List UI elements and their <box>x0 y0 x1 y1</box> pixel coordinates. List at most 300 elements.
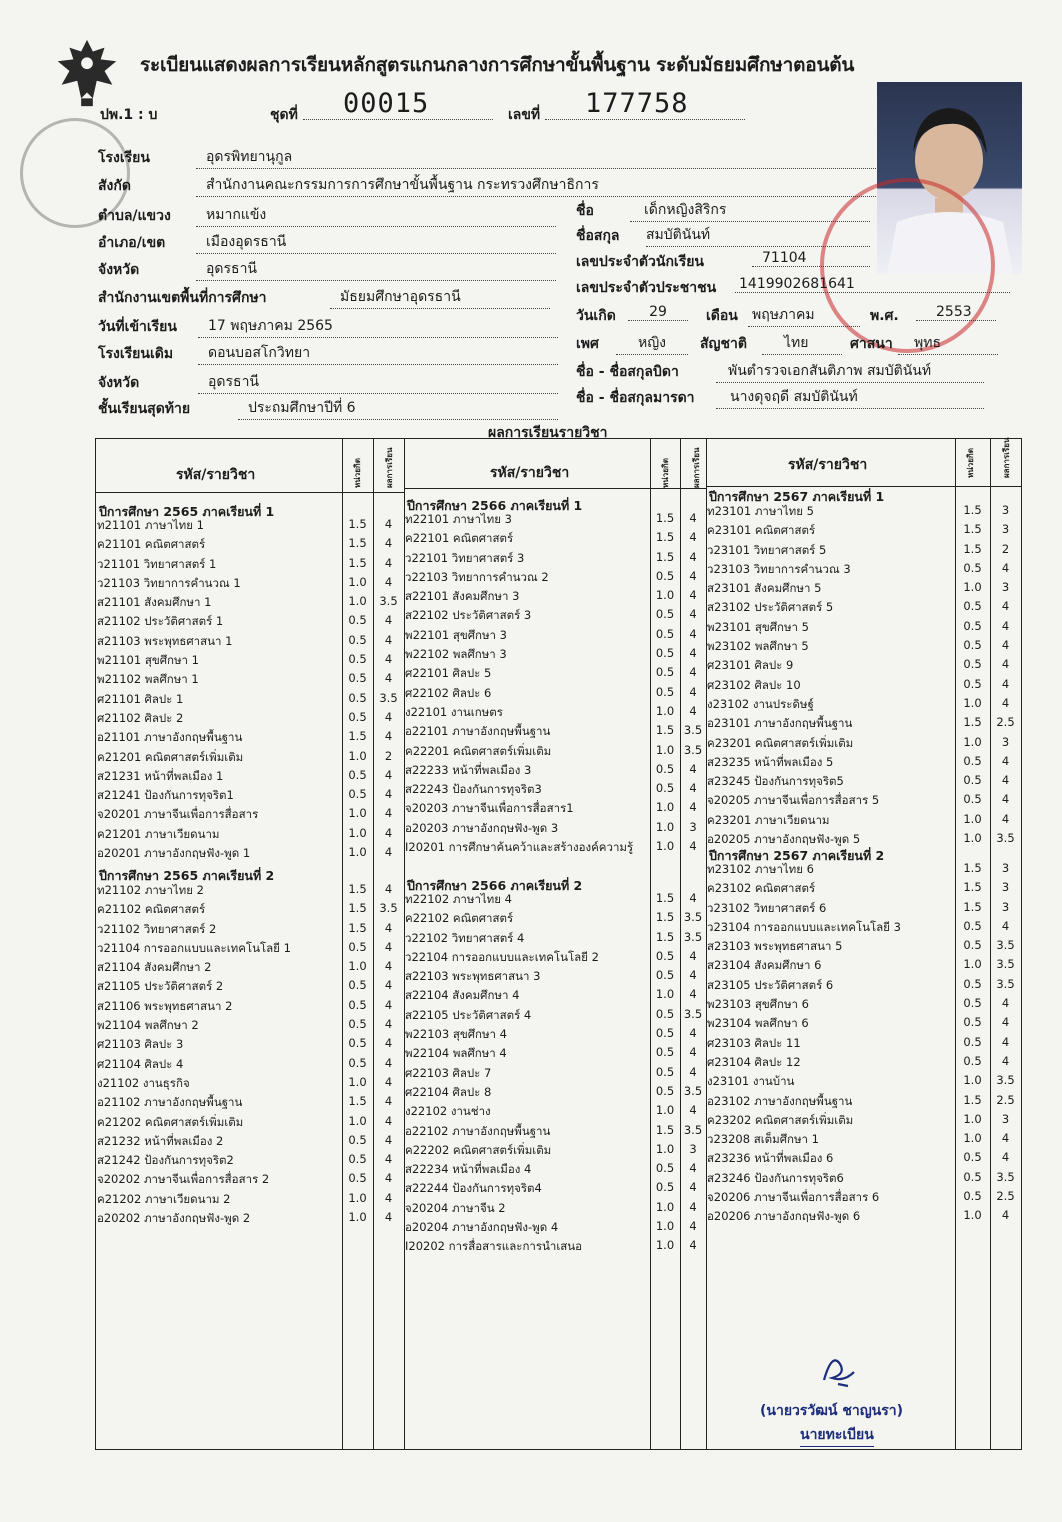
grade-cell: 3.5 <box>996 1170 1015 1184</box>
semester-header: ปีการศึกษา 2565 ภาคเรียนที่ 1 <box>99 504 275 519</box>
grade-cell: 4 <box>384 768 393 782</box>
credit-cell: 1.0 <box>655 820 675 834</box>
table-row <box>405 1045 706 1064</box>
credit-cell: 1.5 <box>655 891 675 905</box>
table-row <box>97 787 404 806</box>
table-row <box>707 1150 1021 1169</box>
table-row <box>97 1133 404 1152</box>
subject-cell: จ20204 ภาษาจีน 2 <box>405 1201 506 1215</box>
table-row <box>97 691 404 710</box>
subject-cell: ว23102 วิทยาศาสตร์ 6 <box>707 901 827 915</box>
subject-cell: ง23101 งานบ้าน <box>707 1074 795 1088</box>
table-row <box>97 710 404 729</box>
table-row <box>97 1036 404 1055</box>
grade-cell: 4 <box>1001 561 1010 575</box>
subject-cell: ค21102 คณิตศาสตร์ <box>97 902 206 916</box>
credit-cell: 1.0 <box>348 845 367 859</box>
credit-column-header: หน่วยกิต <box>353 458 362 488</box>
grade-cell: 4 <box>384 633 393 647</box>
grade-cell: 4 <box>689 891 697 905</box>
grade-cell: 3 <box>689 820 697 834</box>
subject-cell: ศ21103 ศิลปะ 3 <box>97 1037 184 1051</box>
table-row <box>405 1026 706 1045</box>
subject-cell: อ23101 ภาษาอังกฤษพื้นฐาน <box>707 716 853 730</box>
subject-cell: ศ21102 ศิลปะ 2 <box>97 711 184 725</box>
grade-cell: 4 <box>384 978 393 992</box>
grade-cell: 4 <box>1001 638 1010 652</box>
credit-cell: 0.5 <box>963 638 982 652</box>
subject-cell: พ23103 สุขศึกษา 6 <box>707 997 809 1011</box>
credit-cell: 1.5 <box>348 882 367 896</box>
birth-year: 2553 <box>916 304 996 321</box>
credit-cell: 1.5 <box>348 729 367 743</box>
credit-cell: 1.5 <box>655 723 675 737</box>
credit-cell: 1.0 <box>655 588 675 602</box>
table-row <box>405 891 706 910</box>
grade-cell: 3 <box>1001 503 1010 517</box>
grade-cell: 3 <box>689 1142 697 1156</box>
credit-cell: 0.5 <box>963 773 982 787</box>
subject-cell: ค21202 ภาษาเวียดนาม 2 <box>97 1192 231 1206</box>
citizen-id: 1419902681641 <box>735 276 1010 293</box>
subject-cell: ว21101 วิทยาศาสตร์ 1 <box>97 557 217 571</box>
school-field-label: โรงเรียนเดิม <box>98 346 174 362</box>
grade-cell: 4 <box>1001 1015 1010 1029</box>
table-row <box>97 517 404 536</box>
credit-cell: 1.5 <box>348 536 367 550</box>
credit-cell: 1.5 <box>348 1094 367 1108</box>
table-row <box>707 1170 1021 1189</box>
subject-cell: ส21241 ป้องกันการทุจริต1 <box>97 788 234 802</box>
table-row <box>97 959 404 978</box>
table-row <box>97 1056 404 1075</box>
credit-cell: 1.0 <box>655 1103 675 1117</box>
subject-cell: ศ23104 ศิลปะ 12 <box>707 1055 801 1069</box>
credit-cell: 1.5 <box>348 556 367 570</box>
table-row <box>97 749 404 768</box>
set-label: ชุดที่ <box>270 107 298 123</box>
table-row <box>707 657 1021 676</box>
subject-cell: ค23202 คณิตศาสตร์เพิ่มเติม <box>707 1113 854 1127</box>
grade-cell: 3.5 <box>683 930 703 944</box>
table-row <box>405 685 706 704</box>
credit-cell: 1.0 <box>963 1131 982 1145</box>
grade-cell: 4 <box>689 1219 697 1233</box>
credit-cell: 0.5 <box>655 1180 675 1194</box>
table-row <box>405 987 706 1006</box>
table-row <box>707 696 1021 715</box>
credit-cell: 1.0 <box>655 743 675 757</box>
subject-cell: ศ22101 ศิลปะ 5 <box>405 666 492 680</box>
subject-cell: อ20204 ภาษาอังกฤษฟัง-พูด 4 <box>405 1220 559 1234</box>
table-row <box>405 1142 706 1161</box>
school-field-value: ประถมศึกษาปีที่ 6 <box>238 397 558 420</box>
credit-cell: 0.5 <box>655 646 675 660</box>
subject-cell: I20201 การศึกษาค้นคว้าและสร้างองค์ความรู้ <box>405 840 634 854</box>
table-row <box>97 806 404 825</box>
table-row <box>405 930 706 949</box>
citizen-id-label: เลขประจำตัวประชาชน <box>576 280 717 296</box>
table-row <box>97 901 404 920</box>
grade-cell: 4 <box>384 1133 393 1147</box>
credit-cell: 0.5 <box>963 919 982 933</box>
subject-cell: ส23236 หน้าที่พลเมือง 6 <box>707 1151 834 1165</box>
table-row <box>405 968 706 987</box>
school-field-value: อุดรพิทยานุกูล <box>196 146 876 169</box>
grade-cell: 4 <box>1001 677 1010 691</box>
subject-cell: ว23103 วิทยาการคำนวณ 3 <box>707 562 851 576</box>
table-row <box>97 921 404 940</box>
grade-cell: 4 <box>384 729 393 743</box>
grade-cell: 4 <box>1001 1150 1010 1164</box>
subject-cell: ส21232 หน้าที่พลเมือง 2 <box>97 1134 224 1148</box>
table-row <box>707 880 1021 899</box>
table-row <box>707 638 1021 657</box>
subject-cell: อ20203 ภาษาอังกฤษฟัง-พูด 3 <box>405 821 559 835</box>
subject-cell: ส22105 ประวัติศาสตร์ 4 <box>405 1008 532 1022</box>
table-row <box>405 1103 706 1122</box>
subject-cell: จ20201 ภาษาจีนเพื่อการสื่อสาร <box>97 807 259 821</box>
grades-title: ผลการเรียนรายวิชา <box>488 425 608 441</box>
subject-cell: ส23104 สังคมศึกษา 6 <box>707 958 822 972</box>
credit-cell: 0.5 <box>348 998 367 1012</box>
table-row <box>707 715 1021 734</box>
grade-cell: 4 <box>689 1026 697 1040</box>
table-row <box>707 1054 1021 1073</box>
nationality-label: สัญชาติ <box>700 336 747 352</box>
grade-cell: 4 <box>384 998 393 1012</box>
grade-cell: 2 <box>1001 542 1010 556</box>
number-label: เลขที่ <box>508 107 541 123</box>
grade-cell: 4 <box>384 1114 393 1128</box>
credit-cell: 1.5 <box>348 901 367 915</box>
table-row <box>97 536 404 555</box>
subject-cell: พ22101 สุขศึกษา 3 <box>405 628 507 642</box>
grade-column-header: ผลการเรียน <box>692 447 701 488</box>
grade-cell: 4 <box>384 1191 393 1205</box>
credit-cell: 0.5 <box>963 657 982 671</box>
subject-cell: พ21101 สุขศึกษา 1 <box>97 653 199 667</box>
school-field-value: หมากแข้ง <box>196 204 556 227</box>
grade-cell: 3.5 <box>996 1073 1015 1087</box>
table-row <box>405 646 706 665</box>
credit-cell: 1.5 <box>655 550 675 564</box>
credit-cell: 0.5 <box>348 787 367 801</box>
grade-cell: 3.5 <box>379 594 398 608</box>
grade-cell: 4 <box>1001 996 1010 1010</box>
grade-cell: 3.5 <box>683 1123 703 1137</box>
subject-cell: ส23101 สังคมศึกษา 5 <box>707 581 822 595</box>
subject-cell: I20202 การสื่อสารและการนำเสนอ <box>405 1239 583 1253</box>
subject-cell: ว23104 การออกแบบและเทคโนโลยี 3 <box>707 920 901 934</box>
subject-cell: ท22101 ภาษาไทย 3 <box>405 512 512 526</box>
grade-cell: 4 <box>689 1200 697 1214</box>
grade-cell: 4 <box>384 517 393 531</box>
subject-cell: ส22233 หน้าที่พลเมือง 3 <box>405 763 532 777</box>
subject-cell: ศ23101 ศิลปะ 9 <box>707 658 794 672</box>
table-row <box>97 575 404 594</box>
grade-cell: 4 <box>384 826 393 840</box>
credit-cell: 1.0 <box>655 987 675 1001</box>
birth-day: 29 <box>628 304 688 321</box>
credit-cell: 0.5 <box>655 569 675 583</box>
table-row <box>97 652 404 671</box>
credit-cell: 0.5 <box>348 978 367 992</box>
subject-cell: ส22104 สังคมศึกษา 4 <box>405 988 520 1002</box>
subject-cell: จ20202 ภาษาจีนเพื่อการสื่อสาร 2 <box>97 1172 270 1186</box>
credit-cell: 1.5 <box>655 910 675 924</box>
grade-cell: 4 <box>689 550 697 564</box>
subject-cell: ค23101 คณิตศาสตร์ <box>707 523 816 537</box>
subject-cell: ส22244 ป้องกันการทุจริต4 <box>405 1181 542 1195</box>
subject-cell: ค21201 ภาษาเวียดนาม <box>97 827 220 841</box>
credit-cell: 1.5 <box>963 715 982 729</box>
subject-cell: ว21102 วิทยาศาสตร์ 2 <box>97 922 217 936</box>
document-title: ระเบียนแสดงผลการเรียนหลักสูตรแกนกลางการศึกษาขั้นพื้นฐาน ระดับมัธยมศึกษาตอนต้น <box>140 54 855 76</box>
table-row <box>97 1114 404 1133</box>
school-field-label: ตำบล/แขวง <box>98 208 171 224</box>
subject-column-header: รหัส/รายวิชา <box>490 465 570 481</box>
table-row <box>405 781 706 800</box>
table-row <box>707 861 1021 880</box>
grade-cell: 4 <box>689 762 697 776</box>
student-surname-label: ชื่อสกุล <box>576 228 620 244</box>
grade-cell: 4 <box>1001 754 1010 768</box>
grade-cell: 4 <box>689 569 697 583</box>
table-row <box>97 1152 404 1171</box>
grade-cell: 3 <box>1001 861 1010 875</box>
subject-cell: ค23201 คณิตศาสตร์เพิ่มเติม <box>707 736 854 750</box>
table-header-divider <box>95 492 404 493</box>
subject-cell: ว21103 วิทยาการคำนวณ 1 <box>97 576 241 590</box>
school-field-label: สังกัด <box>98 178 131 194</box>
garuda-emblem-icon <box>48 34 126 112</box>
birth-month: พฤษภาคม <box>748 304 860 327</box>
subject-cell: จ20206 ภาษาจีนเพื่อการสื่อสาร 6 <box>707 1190 880 1204</box>
table-row <box>707 735 1021 754</box>
table-row <box>405 1065 706 1084</box>
subject-cell: อ20205 ภาษาอังกฤษฟัง-พูด 5 <box>707 832 861 846</box>
grade-cell: 4 <box>384 575 393 589</box>
subject-cell: อ20206 ภาษาอังกฤษฟัง-พูด 6 <box>707 1209 861 1223</box>
credit-cell: 1.0 <box>963 1073 982 1087</box>
grade-cell: 4 <box>1001 619 1010 633</box>
credit-cell: 0.5 <box>655 1065 675 1079</box>
table-row <box>707 792 1021 811</box>
table-row <box>707 1073 1021 1092</box>
grade-cell: 3.5 <box>683 743 703 757</box>
credit-cell: 1.0 <box>348 594 367 608</box>
credit-cell: 0.5 <box>655 949 675 963</box>
subject-cell: ว21104 การออกแบบและเทคโนโลยี 1 <box>97 941 291 955</box>
grade-cell: 4 <box>1001 812 1010 826</box>
set-number: 00015 <box>303 88 493 120</box>
table-row <box>405 743 706 762</box>
credit-cell: 0.5 <box>655 627 675 641</box>
table-row <box>707 503 1021 522</box>
student-id: 71104 <box>752 250 870 267</box>
table-row <box>97 633 404 652</box>
credit-cell: 1.0 <box>963 735 982 749</box>
credit-cell: 0.5 <box>963 1170 982 1184</box>
credit-cell: 0.5 <box>655 1045 675 1059</box>
grade-cell: 3.5 <box>996 977 1015 991</box>
subject-cell: ส23235 หน้าที่พลเมือง 5 <box>707 755 834 769</box>
school-field-label: จังหวัด <box>98 375 140 391</box>
grade-cell: 4 <box>384 1036 393 1050</box>
table-row <box>707 1189 1021 1208</box>
grade-cell: 4 <box>384 671 393 685</box>
school-field-label: ชั้นเรียนสุดท้าย <box>98 401 191 417</box>
subject-cell: ส21101 สังคมศึกษา 1 <box>97 595 212 609</box>
grade-cell: 4 <box>689 1065 697 1079</box>
table-row <box>405 588 706 607</box>
credit-column-header: หน่วยกิต <box>966 448 975 478</box>
grade-cell: 4 <box>689 839 697 853</box>
subject-cell: ศ23103 ศิลปะ 11 <box>707 1036 801 1050</box>
table-row <box>97 882 404 901</box>
grade-cell: 3.5 <box>683 1084 703 1098</box>
subject-cell: ค22201 คณิตศาสตร์เพิ่มเติม <box>405 744 552 758</box>
table-row <box>405 550 706 569</box>
table-row <box>405 800 706 819</box>
grade-cell: 2.5 <box>996 715 1015 729</box>
subject-column-header: รหัส/รายวิชา <box>176 467 256 483</box>
subject-cell: ศ22104 ศิลปะ 8 <box>405 1085 492 1099</box>
credit-cell: 1.0 <box>963 957 982 971</box>
credit-cell: 1.0 <box>655 800 675 814</box>
table-row <box>707 1015 1021 1034</box>
school-field-value: เมืองอุดรธานี <box>196 231 556 254</box>
grade-cell: 4 <box>1001 1054 1010 1068</box>
grade-cell: 3 <box>1001 580 1010 594</box>
credit-cell: 1.5 <box>963 900 982 914</box>
credit-cell: 1.0 <box>348 575 367 589</box>
subject-cell: ค22101 คณิตศาสตร์ <box>405 531 514 545</box>
credit-cell: 0.5 <box>655 607 675 621</box>
credit-cell: 0.5 <box>963 938 982 952</box>
grade-cell: 3.5 <box>683 1007 703 1021</box>
grade-cell: 4 <box>384 710 393 724</box>
grade-cell: 4 <box>384 1056 393 1070</box>
credit-cell: 0.5 <box>963 1015 982 1029</box>
credit-cell: 0.5 <box>348 671 367 685</box>
subject-cell: ว22101 วิทยาศาสตร์ 3 <box>405 551 525 565</box>
grade-cell: 4 <box>689 1103 697 1117</box>
credit-cell: 1.0 <box>963 580 982 594</box>
credit-cell: 1.5 <box>348 921 367 935</box>
subject-cell: พ22102 พลศึกษา 3 <box>405 647 507 661</box>
credit-cell: 0.5 <box>963 996 982 1010</box>
grade-cell: 4 <box>1001 773 1010 787</box>
table-row <box>97 1171 404 1190</box>
grade-cell: 3 <box>1001 900 1010 914</box>
credit-cell: 0.5 <box>348 710 367 724</box>
credit-cell: 1.5 <box>963 542 982 556</box>
table-row <box>97 826 404 845</box>
table-row <box>97 729 404 748</box>
table-row <box>707 1131 1021 1150</box>
table-row <box>707 754 1021 773</box>
subject-cell: ศ21104 ศิลปะ 4 <box>97 1057 184 1071</box>
credit-cell: 1.0 <box>348 806 367 820</box>
subject-cell: ว23208 สเต็มศึกษา 1 <box>707 1132 819 1146</box>
grade-cell: 4 <box>384 921 393 935</box>
subject-cell: ง23102 งานประดิษฐ์ <box>707 697 814 711</box>
grade-cell: 4 <box>1001 1131 1010 1145</box>
subject-cell: ส23105 ประวัติศาสตร์ 6 <box>707 978 834 992</box>
subject-cell: ศ22103 ศิลปะ 7 <box>405 1066 492 1080</box>
credit-cell: 1.5 <box>963 1093 982 1107</box>
subject-cell: ว22104 การออกแบบและเทคโนโลยี 2 <box>405 950 599 964</box>
subject-cell: ค22102 คณิตศาสตร์ <box>405 911 514 925</box>
school-field-label: สำนักงานเขตพื้นที่การศึกษา <box>98 290 267 306</box>
grade-cell: 4 <box>689 1045 697 1059</box>
table-row <box>97 845 404 864</box>
table-row <box>707 1112 1021 1131</box>
grade-cell: 4 <box>384 652 393 666</box>
credit-cell: 0.5 <box>348 691 367 705</box>
credit-cell: 0.5 <box>655 762 675 776</box>
grade-cell: 4 <box>689 800 697 814</box>
subject-cell: พ21104 พลศึกษา 2 <box>97 1018 199 1032</box>
subject-cell: ส23245 ป้องกันการทุจริต5 <box>707 774 844 788</box>
subject-cell: อ23102 ภาษาอังกฤษพื้นฐาน <box>707 1094 853 1108</box>
subject-cell: ส23103 พระพุทธศาสนา 5 <box>707 939 843 953</box>
credit-cell: 1.0 <box>963 1112 982 1126</box>
table-row <box>405 1084 706 1103</box>
religion: พุทธ <box>898 332 998 355</box>
table-row <box>707 542 1021 561</box>
subject-cell: ค23201 ภาษาเวียดนาม <box>707 813 830 827</box>
credit-cell: 1.5 <box>655 1123 675 1137</box>
table-row <box>97 768 404 787</box>
credit-cell: 0.5 <box>348 940 367 954</box>
table-row <box>707 773 1021 792</box>
subject-cell: ท21102 ภาษาไทย 2 <box>97 883 204 897</box>
grade-cell: 4 <box>384 1094 393 1108</box>
school-field-label: โรงเรียน <box>98 150 150 166</box>
table-row <box>405 1180 706 1199</box>
subject-cell: ส22103 พระพุทธศาสนา 3 <box>405 969 541 983</box>
subject-cell: ง22102 งานช่าง <box>405 1104 491 1118</box>
father-label: ชื่อ - ชื่อสกุลบิดา <box>576 364 679 380</box>
credit-cell: 1.0 <box>348 1210 367 1224</box>
table-row <box>405 949 706 968</box>
semester-header: ปีการศึกษา 2566 ภาคเรียนที่ 1 <box>407 498 583 513</box>
credit-cell: 1.0 <box>348 1191 367 1205</box>
subject-cell: อ22102 ภาษาอังกฤษพื้นฐาน <box>405 1124 551 1138</box>
table-row <box>707 938 1021 957</box>
credit-cell: 0.5 <box>655 1007 675 1021</box>
grade-cell: 3 <box>1001 522 1010 536</box>
table-row <box>405 1007 706 1026</box>
table-row <box>97 671 404 690</box>
grade-cell: 4 <box>689 685 697 699</box>
grade-cell: 3.5 <box>996 938 1015 952</box>
table-row <box>97 556 404 575</box>
table-row <box>97 1191 404 1210</box>
grade-cell: 4 <box>689 1180 697 1194</box>
table-row <box>97 1017 404 1036</box>
table-row <box>405 1161 706 1180</box>
grade-cell: 4 <box>384 1075 393 1089</box>
gender: หญิง <box>616 332 688 355</box>
credit-cell: 1.0 <box>655 704 675 718</box>
credit-cell: 0.5 <box>963 599 982 613</box>
credit-cell: 1.5 <box>655 511 675 525</box>
credit-cell: 0.5 <box>348 1152 367 1166</box>
